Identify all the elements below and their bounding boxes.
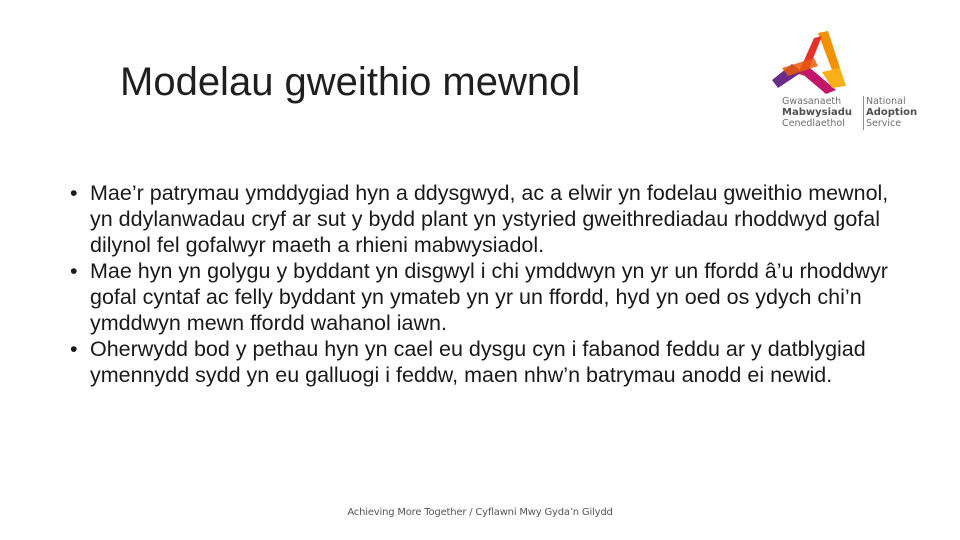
bullet-text: Oherwydd bod y pethau hyn yn cael eu dysgu cyn i fabanod feddu ar y datblygiad ymennydd sydd yn eu galluogi i feddw, maen nhw’n batrymau anodd ei newid. <box>90 337 866 387</box>
bullet-item <box>70 336 910 388</box>
bullet-text: Mae hyn yn golygu y byddant yn disgwyl i chi ymddwyn yn yr un ffordd â’u rhoddwyr gofal cyntaf ac felly byddant yn ymateb yn yr un ffordd, hyd yn oed os ydych chi’n ymddwyn mewn ffordd wahanol iawn. <box>90 259 888 335</box>
logo-welsh-line-2: Mabwysiadu <box>782 107 853 118</box>
slide-title: Modelau gweithio mewnol <box>120 60 581 104</box>
slide-footer: Achieving More Together / Cyflawni Mwy Gyda’n Gilydd <box>347 507 613 518</box>
logo-english-text <box>866 96 926 129</box>
bullet-item <box>70 258 910 336</box>
bullet-marker: • <box>70 259 78 283</box>
logo-english-line-3: Service <box>866 118 902 129</box>
logo-welsh-line-3: Cenedlaethol <box>782 118 845 129</box>
logo-english-line-2: Adoption <box>866 107 918 118</box>
logo-english-line-1: National <box>866 96 906 107</box>
bullet-marker: • <box>70 337 78 361</box>
bullet-list <box>70 180 910 388</box>
logo-welsh-text <box>782 96 868 129</box>
bullet-marker: • <box>70 181 78 205</box>
bullet-text: Mae’r patrymau ymddygiad hyn a ddysgwyd, ac a elwir yn fodelau gweithio mewnol, yn ddylanwadau cryf ar sut y bydd plant yn ystyried gweithrediadau rhoddwyd gofal dilynol fel gofalwyr maeth a rhieni mabwysiadol. <box>90 181 889 257</box>
logo-divider <box>863 96 864 130</box>
national-adoption-service-logo <box>762 28 922 138</box>
bullet-item <box>70 180 910 258</box>
logo-welsh-line-1: Gwasanaeth <box>782 96 842 107</box>
